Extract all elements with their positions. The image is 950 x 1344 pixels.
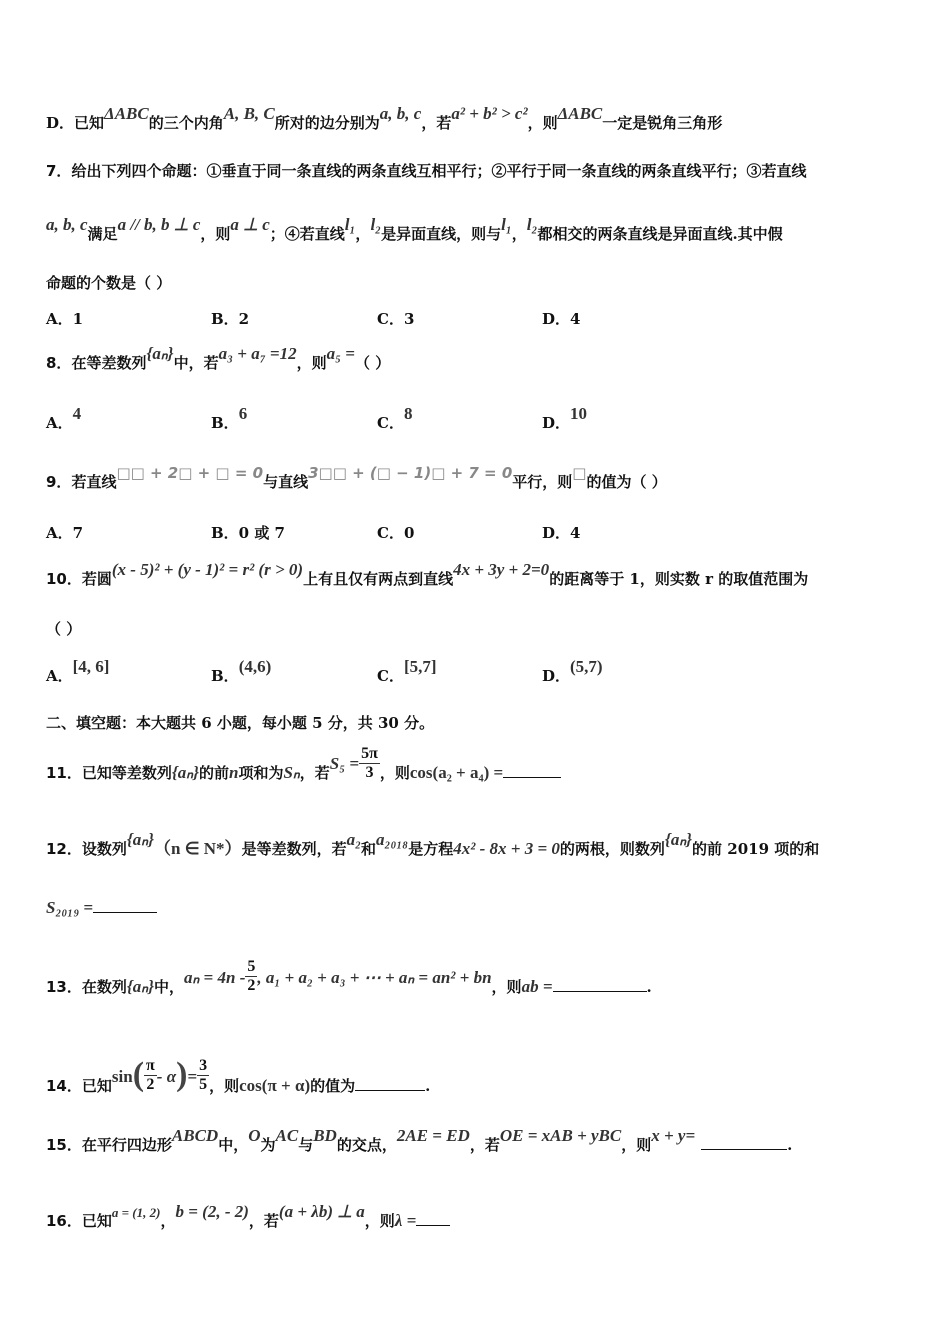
- angles: A, B, C: [223, 104, 275, 123]
- q7-line2: a, b, c满足a // b, b ⊥ c，则a ⊥ c；④若直线l₁，l₂是异面直线，则与l₁，l₂都相交的两条直线是异面直线.其中假: [46, 215, 783, 243]
- q15-answer-blank[interactable]: [701, 1135, 787, 1150]
- q16-answer-blank[interactable]: [416, 1211, 450, 1226]
- q8-option-c: C．8: [377, 404, 413, 432]
- q14-fraction: $\frac{3}{5}$: [199, 1056, 208, 1093]
- q12-answer-line: S₂₀₁₉ =: [46, 898, 157, 918]
- condition: a² + b² > c²: [451, 104, 528, 123]
- q6-option-d: D．已知ΔABC的三个内角A, B, C所对的边分别为a, b, c，若a² + b² > c²，则ΔABC一定是锐角三角形: [46, 104, 723, 132]
- q8-stem: 8．在等差数列{aₙ}中，若a₃ + a₇ =12，则a₅ =（ ）: [46, 344, 391, 372]
- triangle-abc-2: ΔABC: [557, 104, 603, 123]
- q9-option-a: A．7: [46, 524, 84, 542]
- q7-option-c: C．3: [377, 310, 415, 328]
- q13-stem: 13．在数列{aₙ}中，aₙ = 4n - $\frac{5}{2}$ , a₁ + a₂ + a₃ + ⋯ + aₙ = an² + bn，则ab = .: [46, 957, 652, 996]
- q10-stem: 10．若圆(x - 5)² + (y - 1)² = r² (r > 0)上有且仅有两点到直线4x + 3y + 2=0的距离等于 1，则实数 r 的取值范围为: [46, 560, 809, 588]
- q13-answer-blank[interactable]: [553, 977, 647, 992]
- q16-stem: 16．已知a = (1, 2)，b = (2, - 2)，若(a + λb) ⊥ a，则λ =: [46, 1210, 450, 1231]
- q7-option-d: D．4: [542, 310, 581, 328]
- triangle-abc: ΔABC: [104, 104, 149, 123]
- q9-option-d: D．4: [542, 524, 581, 542]
- q9-stem: 9．若直线□□ + 2□ + □ = 0与直线3□□ + (□ − 1)□ + 7 = 0平行，则□的值为（ ）: [46, 464, 667, 491]
- sides: a, b, c: [379, 104, 422, 123]
- q14-answer-blank[interactable]: [355, 1076, 425, 1091]
- q9-option-b: B．0 或 7: [211, 524, 285, 542]
- q15-stem: 15．在平行四边形ABCD中，O为AC与BD的交点，2AE = ED，若OE = xAB + yBC，则x + y= .: [46, 1126, 793, 1154]
- q8-option-b: B．6: [211, 404, 248, 432]
- q7-option-a: A．1: [46, 310, 84, 328]
- q14-pi-half: $\frac{\pi}{2}$: [146, 1056, 155, 1093]
- q11-answer-blank[interactable]: [503, 763, 561, 778]
- q10-option-b: B．(4,6): [211, 657, 272, 685]
- q7-option-b: B．2: [211, 310, 250, 328]
- q14-stem: 14．已知sin( $\frac{\pi}{2}$ - α)= $\frac{3}{5}$ ，则cos(π + α)的值为 .: [46, 1056, 431, 1095]
- q8-option-d: D．10: [542, 404, 588, 432]
- q10-option-d: D．(5,7): [542, 657, 603, 685]
- q12-stem: 12．设数列{aₙ}（n ∈ N*）是等差数列，若a₂和a₂₀₁₈是方程4x² - 8x + 3 = 0的两根，则数列{aₙ}的前 2019 项的和: [46, 830, 820, 858]
- q10-option-a: A．[4, 6]: [46, 657, 110, 685]
- q7-line1: 7．给出下列四个命题：①垂直于同一条直线的两条直线互相平行；②平行于同一条直线的两条直线平行；③若直线: [46, 162, 807, 180]
- q7-line3: 命题的个数是（ ）: [46, 274, 172, 292]
- q13-fraction: $\frac{5}{2}$: [247, 957, 256, 994]
- q11-fraction: $\frac{5\pi}{3}$: [361, 744, 378, 781]
- q10-paren: （ ）: [46, 620, 82, 638]
- q11-stem: 11．已知等差数列{aₙ}的前n项和为Sₙ，若S₅ = $\frac{5\pi}{3}$ ，则cos(a₂ + a₄) =: [46, 762, 561, 783]
- q9-option-c: C．0: [377, 524, 415, 542]
- q12-answer-blank[interactable]: [93, 898, 157, 913]
- q10-option-c: C．[5,7]: [377, 657, 437, 685]
- q8-option-a: A．4: [46, 404, 82, 432]
- section-2-heading: 二、填空题：本大题共 6 小题，每小题 5 分，共 30 分。: [46, 714, 435, 732]
